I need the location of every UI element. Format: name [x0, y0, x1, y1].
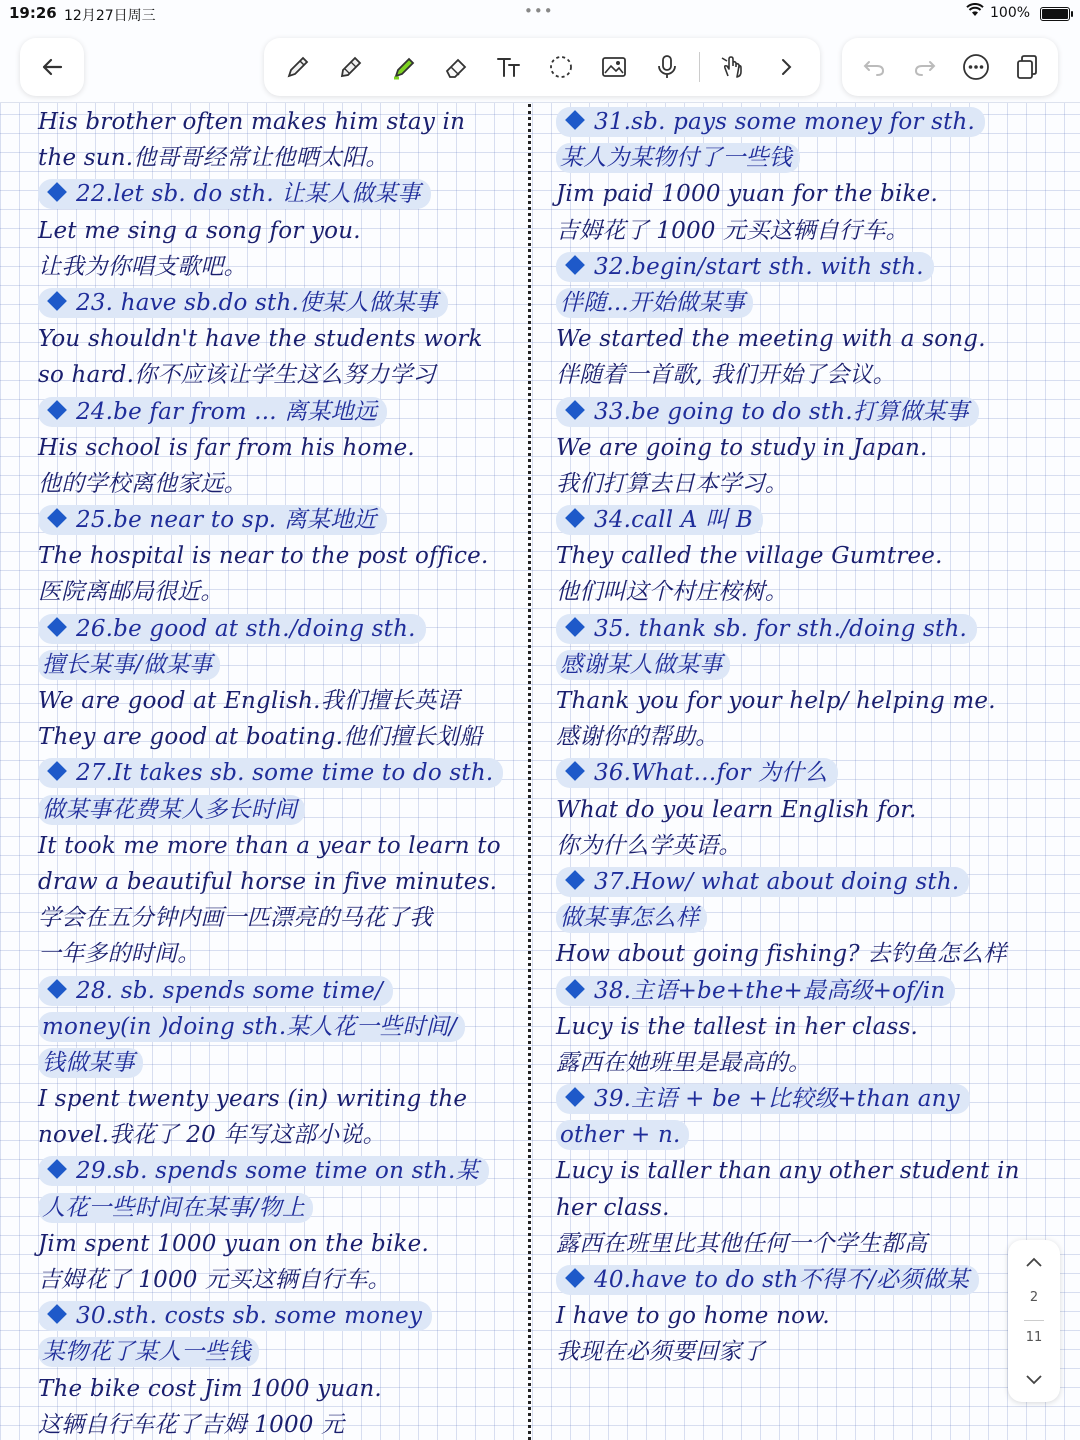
line-text: 29.sb. spends some time on sth.某 [76, 1158, 479, 1185]
column-divider [528, 104, 531, 1440]
line-text: 伴随着一首歌, 我们开始了会议。 [556, 362, 896, 389]
note-line [556, 430, 1066, 466]
heading-line [38, 755, 522, 791]
line-text: His brother often makes him stay in [38, 109, 466, 135]
text-tool-icon[interactable] [489, 47, 529, 87]
page-down-button[interactable] [1008, 1362, 1060, 1398]
heading-line [556, 611, 1066, 647]
line-text: 我们打算去日本学习。 [556, 470, 788, 497]
current-page: 2 [1029, 1290, 1039, 1305]
hand-touch-icon[interactable] [713, 47, 753, 87]
note-line [556, 140, 1066, 176]
note-line [556, 1226, 1066, 1262]
tool-palette [264, 38, 820, 96]
heading-line [556, 249, 1066, 285]
note-line [556, 792, 1066, 828]
line-text: other + n. [560, 1122, 681, 1149]
note-line [556, 357, 1066, 393]
redo-icon[interactable] [905, 47, 945, 87]
left-column [38, 104, 522, 1440]
back-button[interactable] [20, 38, 84, 96]
note-line [38, 792, 522, 828]
line-text: 32.begin/start sth. with sth. [594, 253, 924, 280]
undo-icon[interactable] [854, 47, 894, 87]
line-text: 27.It takes sb. some time to do sth. [76, 760, 494, 787]
line-text: 23. have sb.do sth.使某人做某事 [76, 289, 439, 316]
line-text: 我现在必须要回家了 [556, 1339, 765, 1366]
note-line [38, 828, 522, 864]
line-text: Lucy is taller than any other student in [556, 1158, 1020, 1185]
page-up-button[interactable] [1008, 1244, 1060, 1280]
line-text: 25.be near to sp. 离某地近 [76, 507, 377, 534]
note-line [38, 1262, 522, 1298]
chevron-down-icon [1025, 1374, 1043, 1386]
line-text: The bike cost Jim 1000 yuan. [38, 1375, 382, 1402]
note-line [556, 1334, 1066, 1370]
line-text: 28. sb. spends some time/ [76, 977, 383, 1004]
note-line [38, 357, 522, 393]
line-text: 擅长某事/做某事 [42, 651, 213, 678]
note-line [556, 936, 1066, 972]
line-text: 40.have to do sth不得不/必须做某 [594, 1267, 969, 1293]
multitask-dots-icon[interactable]: ••• [524, 2, 554, 20]
line-text: the sun.他哥哥经常让他晒太阳。 [38, 145, 389, 172]
note-line [556, 1117, 1066, 1153]
line-text: 做某事怎么样 [560, 905, 700, 932]
line-text: money(in )doing sth.某人花一些时间/ [42, 1013, 457, 1040]
diamond-bullet-icon [565, 870, 585, 890]
note-line [556, 900, 1066, 936]
line-text: 做某事花费某人多长时间 [42, 796, 298, 823]
note-line [38, 683, 522, 719]
note-line [556, 683, 1066, 719]
diamond-bullet-icon [565, 1087, 585, 1107]
diamond-bullet-icon [47, 508, 67, 528]
line-text: 钱做某事 [42, 1049, 135, 1076]
line-text: Thank you for your help/ helping me. [556, 688, 996, 714]
heading-line [38, 611, 522, 647]
line-text: 学会在五分钟内画一匹漂亮的马花了我 [38, 905, 433, 932]
line-text: 34.call A 叫 B [594, 507, 753, 534]
diamond-bullet-icon [47, 182, 67, 202]
note-line [38, 719, 522, 755]
diamond-bullet-icon [565, 617, 585, 637]
diamond-bullet-icon [565, 110, 585, 130]
note-line [38, 1081, 522, 1117]
pencil-icon[interactable] [331, 47, 371, 87]
heading-line [556, 104, 1066, 140]
image-icon[interactable] [594, 47, 634, 87]
diamond-bullet-icon [47, 617, 67, 637]
note-line [38, 647, 522, 683]
line-text: We are going to study in Japan. [556, 434, 928, 461]
line-text: We are good at English.我们擅长英语 [38, 688, 460, 714]
line-text: 让我为你唱支歌吧。 [38, 253, 247, 280]
line-text: 一年多的时间。 [38, 941, 201, 968]
heading-line [556, 755, 1066, 791]
diamond-bullet-icon [565, 508, 585, 528]
note-line [38, 1407, 522, 1440]
note-line [38, 1334, 522, 1370]
line-text: Jim spent 1000 yuan on the bike. [38, 1230, 429, 1257]
diamond-bullet-icon [565, 400, 585, 420]
back-arrow-icon[interactable] [32, 47, 72, 87]
line-text: 26.be good at sth./doing sth. [76, 615, 416, 642]
note-line [38, 538, 522, 574]
note-line [556, 1045, 1066, 1081]
note-line [556, 176, 1066, 212]
note-page[interactable] [0, 104, 1080, 1440]
eraser-icon[interactable] [436, 47, 476, 87]
line-text: 露西在班里比其他任何一个学生都高 [556, 1230, 928, 1257]
line-text: 33.be going to do sth.打算做某事 [594, 398, 969, 425]
heading-line [556, 1081, 1066, 1117]
diamond-bullet-icon [565, 761, 585, 781]
line-text: I have to go home now. [556, 1303, 830, 1330]
pen-icon[interactable] [278, 47, 318, 87]
heading-line [556, 502, 1066, 538]
page-scroller [1008, 1240, 1060, 1402]
line-text: We started the meeting with a song. [556, 326, 986, 353]
line-text: 他们叫这个村庄桉树。 [556, 579, 788, 606]
note-line [38, 1226, 522, 1262]
line-text: 吉姆花了 1000 元买这辆自行车。 [38, 1267, 391, 1293]
heading-line [38, 1298, 522, 1334]
note-line [556, 1190, 1066, 1226]
note-line [38, 1371, 522, 1407]
note-line [556, 1009, 1066, 1045]
right-column [556, 104, 1066, 1371]
toolbar-separator [699, 52, 700, 82]
diamond-bullet-icon [47, 761, 67, 781]
line-text: How about going fishing? 去钓鱼怎么样 [556, 941, 1007, 968]
line-text: It took me more than a year to learn to [38, 832, 501, 859]
heading-line [38, 1153, 522, 1189]
line-text: 31.sb. pays some money for sth. [594, 109, 976, 135]
diamond-bullet-icon [47, 400, 67, 420]
line-text: novel.我花了 20 年写这部小说。 [38, 1122, 386, 1149]
note-line [38, 864, 522, 900]
line-text: Jim paid 1000 yuan for the bike. [556, 181, 938, 208]
line-text: Lucy is the tallest in her class. [556, 1013, 919, 1040]
note-line [38, 140, 522, 176]
chevron-up-icon [1025, 1256, 1043, 1268]
line-text: I spent twenty years (in) writing the [38, 1086, 468, 1113]
note-line [38, 1117, 522, 1153]
heading-line [38, 973, 522, 1009]
status-bar [0, 0, 1080, 26]
line-text: They are good at boating.他们擅长划船 [38, 724, 483, 751]
line-text: 38.主语+be+the+最高级+of/in [594, 977, 946, 1004]
more-icon[interactable] [956, 47, 996, 87]
line-text: 医院离邮局很近。 [38, 579, 224, 606]
toolbar [0, 26, 1080, 103]
line-text: 24.be far from ... 离某地远 [76, 398, 378, 425]
line-text: 他的学校离他家远。 [38, 470, 247, 497]
line-text: 感谢你的帮助。 [556, 724, 719, 751]
note-line [38, 466, 522, 502]
lasso-icon[interactable] [541, 47, 581, 87]
wifi-icon [966, 3, 984, 21]
line-text: The hospital is near to the post office. [38, 543, 489, 570]
note-line [556, 828, 1066, 864]
line-text: so hard.你不应该让学生这么努力学习 [38, 362, 436, 389]
heading-line [38, 502, 522, 538]
status-time: 19:26 [9, 4, 57, 22]
heading-line [556, 973, 1066, 1009]
line-text: Let me sing a song for you. [38, 217, 361, 244]
line-text: 39.主语 + be +比较级+than any [594, 1086, 960, 1113]
diamond-bullet-icon [47, 1304, 67, 1324]
note-line [38, 213, 522, 249]
diamond-bullet-icon [565, 979, 585, 999]
pages-icon[interactable] [1007, 47, 1047, 87]
note-line [38, 1009, 522, 1045]
note-line [38, 104, 522, 140]
heading-line [38, 394, 522, 430]
line-text: 这辆自行车花了吉姆 1000 元 [38, 1411, 345, 1438]
line-text: What do you learn English for. [556, 796, 917, 823]
diamond-bullet-icon [47, 291, 67, 311]
heading-line [556, 1262, 1066, 1298]
note-line [38, 574, 522, 610]
heading-line [38, 176, 522, 212]
note-line [556, 285, 1066, 321]
note-line [556, 1298, 1066, 1334]
line-text: 35. thank sb. for sth./doing sth. [594, 615, 967, 642]
microphone-icon[interactable] [647, 47, 687, 87]
note-line [556, 1153, 1066, 1189]
status-date: 12月27日周三 [64, 8, 156, 24]
total-pages: 11 [1025, 1330, 1043, 1345]
line-text: They called the village Gumtree. [556, 543, 943, 570]
battery-icon [1040, 7, 1070, 21]
line-text: 露西在她班里是最高的。 [556, 1049, 812, 1076]
highlighter-icon[interactable] [384, 47, 424, 87]
note-line [38, 1190, 522, 1226]
diamond-bullet-icon [565, 255, 585, 275]
line-text: 37.How/ what about doing sth. [594, 868, 960, 895]
heading-line [556, 394, 1066, 430]
note-line [556, 574, 1066, 610]
note-line [38, 936, 522, 972]
note-line [556, 719, 1066, 755]
line-text: 你为什么学英语。 [556, 832, 742, 859]
diamond-bullet-icon [47, 979, 67, 999]
heading-line [556, 864, 1066, 900]
note-line [556, 466, 1066, 502]
note-line [38, 249, 522, 285]
line-text: 某人为某物付了一些钱 [560, 145, 792, 172]
line-text: 感谢某人做某事 [560, 651, 723, 678]
heading-line [38, 285, 522, 321]
line-text: 伴随...开始做某事 [560, 289, 745, 316]
line-text: 36.What…for 为什么 [594, 760, 828, 787]
note-line [556, 213, 1066, 249]
note-line [38, 321, 522, 357]
line-text: 22.let sb. do sth. 让某人做某事 [76, 181, 421, 208]
diamond-bullet-icon [47, 1160, 67, 1180]
line-text: 吉姆花了 1000 元买这辆自行车。 [556, 217, 909, 244]
note-line [556, 647, 1066, 683]
line-text: His school is far from his home. [38, 434, 415, 461]
line-text: You shouldn't have the students work [38, 326, 483, 353]
line-text: draw a beautiful horse in five minutes. [38, 868, 498, 895]
line-text: 某物花了某人一些钱 [42, 1339, 251, 1366]
chevron-right-icon[interactable] [766, 47, 806, 87]
battery-percent: 100% [990, 5, 1031, 21]
line-text: her class. [556, 1194, 670, 1221]
note-line [556, 321, 1066, 357]
note-line [38, 1045, 522, 1081]
diamond-bullet-icon [565, 1268, 585, 1288]
line-text: 人花一些时间在某事/物上 [42, 1194, 306, 1221]
action-palette [842, 38, 1058, 96]
note-line [38, 430, 522, 466]
line-text: 30.sth. costs sb. some money [76, 1303, 423, 1330]
note-line [38, 900, 522, 936]
note-line [556, 538, 1066, 574]
